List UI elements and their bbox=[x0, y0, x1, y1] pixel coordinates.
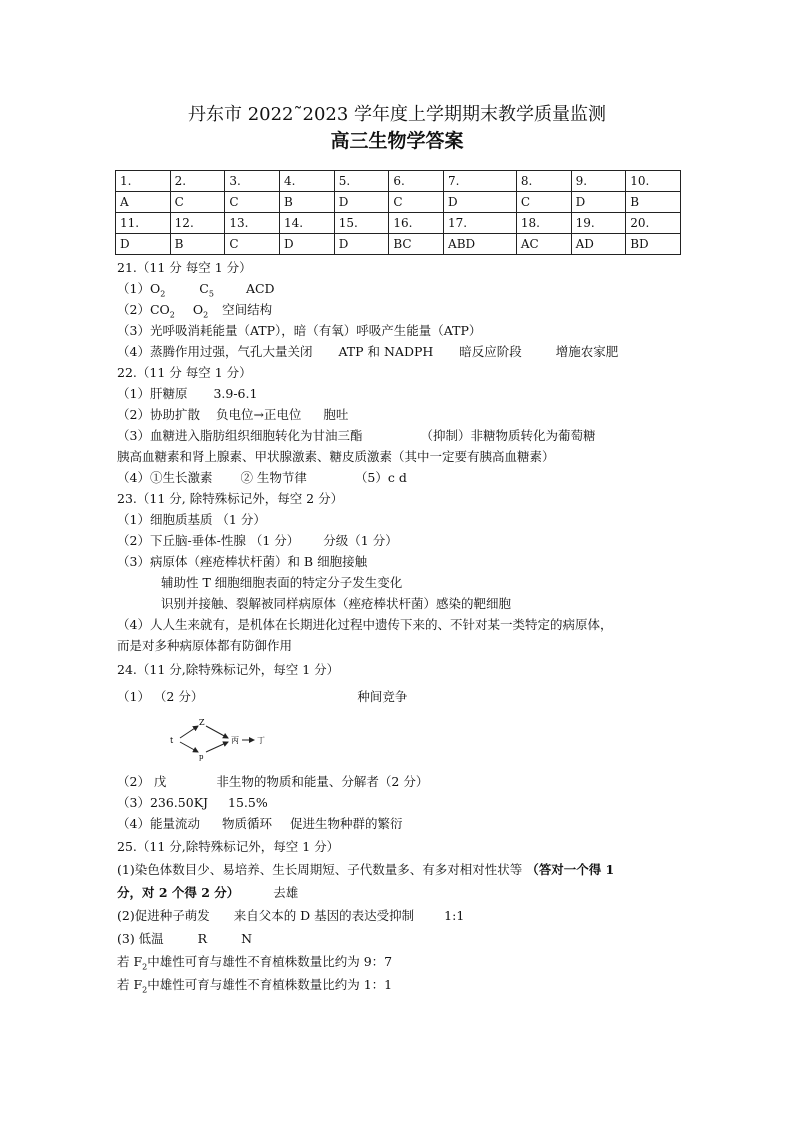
q22-l5b: ② 生物节律 bbox=[240, 470, 307, 485]
q22-l5c: （5）c d bbox=[354, 470, 407, 485]
arrow-a-to-c bbox=[206, 726, 228, 738]
q25-l5a: 若 F bbox=[117, 954, 143, 969]
q23-l2b: 分级（1 分） bbox=[323, 533, 398, 548]
q25-line5 bbox=[117, 952, 392, 972]
table-cell: 17. bbox=[444, 213, 517, 234]
q23-l2a: （2）下丘脑-垂体-性腺 （1 分） bbox=[117, 533, 300, 548]
table-cell: BD bbox=[626, 234, 681, 255]
q23-line7: 而是对多种病原体都有防御作用 bbox=[117, 638, 293, 653]
q25-l3a: (2)促进种子萌发 bbox=[117, 908, 210, 923]
q21-l4d: 增施农家肥 bbox=[555, 344, 619, 359]
table-cell: 5. bbox=[334, 171, 389, 192]
node-c: 丙 bbox=[231, 736, 239, 745]
q25-line4 bbox=[117, 929, 252, 947]
q24-l1a: （1） （2 分） bbox=[117, 689, 204, 704]
page-subtitle: 高三生物学答案 bbox=[330, 130, 464, 152]
q22-line2 bbox=[117, 405, 348, 423]
table-cell: D bbox=[280, 234, 335, 255]
q24-l4b: 物质循环 bbox=[221, 816, 272, 831]
q25-l6b: 中雄性可育与雄性不育植株数量比约为 1：1 bbox=[147, 977, 393, 992]
table-cell: B bbox=[280, 192, 335, 213]
arrow-b-to-a bbox=[180, 726, 198, 738]
q25-l4a: (3) 低温 bbox=[117, 931, 164, 946]
q25-l1b: （答对一个得 1 bbox=[526, 862, 615, 877]
table-cell: D bbox=[334, 192, 389, 213]
node-a: Z bbox=[199, 718, 205, 727]
q22-l2c: 胞吐 bbox=[323, 407, 349, 422]
table-cell: 10. bbox=[626, 171, 681, 192]
q23-line4: 辅助性 T 细胞细胞表面的特定分子发生变化 bbox=[161, 575, 403, 590]
q25-l1a: (1)染色体数目少、易培养、生长周期短、子代数量多、有多对相对性状等 bbox=[117, 862, 523, 877]
table-cell: 12. bbox=[170, 213, 225, 234]
table-cell: AC bbox=[516, 234, 571, 255]
table-cell: 1. bbox=[116, 171, 171, 192]
node-e: p bbox=[199, 753, 204, 761]
table-cell: 7. bbox=[444, 171, 517, 192]
q22-l2a: （2）协助扩散 bbox=[117, 407, 200, 422]
table-cell: AD bbox=[571, 234, 626, 255]
table-cell: 16. bbox=[389, 213, 444, 234]
table-cell: 2. bbox=[170, 171, 225, 192]
q21-l2b-sub: 2 bbox=[203, 310, 209, 320]
table-cell: 4. bbox=[280, 171, 335, 192]
q25-l2b: 去雄 bbox=[273, 885, 299, 900]
q25-l3c: 1:1 bbox=[444, 908, 465, 923]
q24-l3b: 15.5% bbox=[228, 795, 268, 810]
table-cell: 9. bbox=[571, 171, 626, 192]
table-cell: 11. bbox=[116, 213, 171, 234]
q21-l4a: （4）蒸腾作用过强，气孔大量关闭 bbox=[117, 344, 313, 359]
q24-l2b: 非生物的物质和能量、分解者（2 分） bbox=[216, 774, 429, 789]
q22-line1 bbox=[117, 384, 257, 402]
q21-heading: 21.（11 分 每空 1 分） bbox=[117, 260, 252, 275]
q24-l3a: （3）236.50KJ bbox=[117, 795, 209, 810]
q24-l4a: （4）能量流动 bbox=[117, 816, 200, 831]
q22-l3a: （3）血糖进入脂肪组织细胞转化为甘油三酯 bbox=[117, 428, 363, 443]
table-cell: 13. bbox=[225, 213, 280, 234]
table-cell: B bbox=[170, 234, 225, 255]
q25-l6-sub: 2 bbox=[142, 985, 148, 995]
table-cell: C bbox=[225, 234, 280, 255]
q21-line3: （3）光呼吸消耗能量（ATP），暗（有氧）呼吸产生能量（ATP） bbox=[117, 323, 482, 338]
q23-line3: （3）病原体（痤疮棒状杆菌）和 B 细胞接触 bbox=[117, 554, 368, 569]
q21-line1 bbox=[117, 279, 275, 299]
q24-line3 bbox=[117, 793, 268, 811]
arrow-b-to-e bbox=[180, 742, 198, 752]
answer-table bbox=[115, 170, 681, 255]
table-cell: 3. bbox=[225, 171, 280, 192]
q22-heading: 22.（11 分 每空 1 分） bbox=[117, 365, 252, 380]
q24-line4 bbox=[117, 814, 402, 832]
table-cell: 15. bbox=[334, 213, 389, 234]
q22-line5 bbox=[117, 468, 407, 486]
q24-line2 bbox=[117, 772, 428, 790]
table-row bbox=[116, 234, 681, 255]
table-cell: 19. bbox=[571, 213, 626, 234]
table-cell: C bbox=[225, 192, 280, 213]
q22-l2b: 负电位→正电位 bbox=[215, 407, 302, 422]
page-title: 丹东市 2022˜2023 学年度上学期期末教学质量监测 bbox=[187, 104, 607, 125]
q23-heading: 23.（11 分, 除特殊标记外，每空 2 分） bbox=[117, 491, 344, 506]
table-row bbox=[116, 192, 681, 213]
node-d: 丁 bbox=[257, 736, 265, 745]
q21-l1a-sub: 2 bbox=[160, 289, 166, 299]
table-cell: 14. bbox=[280, 213, 335, 234]
q24-l2a: （2） 戊 bbox=[117, 774, 167, 789]
q21-l4c: 暗反应阶段 bbox=[459, 344, 522, 359]
q21-line4 bbox=[117, 342, 618, 360]
q22-line4: 胰高血糖素和肾上腺素、甲状腺激素、糖皮质激素（其中一定要有胰高血糖素） bbox=[117, 449, 555, 464]
table-cell: B bbox=[626, 192, 681, 213]
q25-line1 bbox=[117, 860, 614, 878]
table-cell: 18. bbox=[516, 213, 571, 234]
q25-line2 bbox=[117, 883, 298, 901]
q24-l4c: 促进生物种群的繁衍 bbox=[289, 816, 403, 831]
table-cell: C bbox=[516, 192, 571, 213]
q21-l1b-sub: 5 bbox=[208, 289, 214, 299]
q25-l3b: 来自父本的 D 基因的表达受抑制 bbox=[233, 908, 415, 923]
q25-line3 bbox=[117, 906, 464, 924]
q21-l2a: （2）CO bbox=[117, 302, 170, 317]
table-cell: ABD bbox=[444, 234, 517, 255]
q21-l2b: O bbox=[192, 302, 204, 317]
table-cell: D bbox=[444, 192, 517, 213]
arrow-e-to-c bbox=[206, 742, 228, 752]
food-web-diagram bbox=[168, 714, 278, 764]
q25-line6 bbox=[117, 975, 392, 995]
q22-l5a: （4）①生长激素 bbox=[117, 470, 213, 485]
table-cell: BC bbox=[389, 234, 444, 255]
q24-heading: 24.（11 分,除特殊标记外，每空 1 分） bbox=[117, 662, 340, 677]
q22-line3 bbox=[117, 426, 595, 444]
q24-line1 bbox=[117, 687, 407, 705]
q23-line5: 识别并接触、裂解被同样病原体（痤疮棒状杆菌）感染的靶细胞 bbox=[161, 596, 512, 611]
q21-l2c: 空间结构 bbox=[222, 302, 273, 317]
table-cell: D bbox=[571, 192, 626, 213]
q21-l1c: ACD bbox=[245, 281, 275, 296]
q21-l1b: C bbox=[199, 281, 209, 296]
q22-l1a: （1）肝糖原 bbox=[117, 386, 188, 401]
table-cell: D bbox=[116, 234, 171, 255]
table-cell: 6. bbox=[389, 171, 444, 192]
q23-line6: （4）人人生来就有，是机体在长期进化过程中遗传下来的、不针对某一类特定的病原体， bbox=[117, 617, 613, 632]
q23-line1: （1）细胞质基质 （1 分） bbox=[117, 512, 266, 527]
table-cell: D bbox=[334, 234, 389, 255]
q25-l6a: 若 F bbox=[117, 977, 143, 992]
q21-l4b: ATP 和 NADPH bbox=[338, 344, 434, 359]
table-cell: 20. bbox=[626, 213, 681, 234]
q25-l4b: R bbox=[197, 931, 208, 946]
table-cell: A bbox=[116, 192, 171, 213]
q23-line2 bbox=[117, 531, 398, 549]
q24-l1b: 种间竞争 bbox=[357, 689, 408, 704]
table-cell: 8. bbox=[516, 171, 571, 192]
q25-l4c: N bbox=[241, 931, 253, 946]
q25-heading: 25.（11 分,除特殊标记外，每空 1 分） bbox=[117, 839, 340, 854]
q25-l2a: 分，对 2 个得 2 分） bbox=[117, 885, 240, 900]
node-b: t bbox=[170, 736, 174, 745]
q22-l3b: （抑制）非糖物质转化为葡萄糖 bbox=[420, 428, 596, 443]
table-cell: C bbox=[170, 192, 225, 213]
table-cell: C bbox=[389, 192, 444, 213]
q25-l5-sub: 2 bbox=[142, 962, 148, 972]
q21-l2a-sub: 2 bbox=[169, 310, 175, 320]
table-row bbox=[116, 213, 681, 234]
q25-l5b: 中雄性可育与雄性不育植株数量比约为 9：7 bbox=[147, 954, 393, 969]
q21-line2 bbox=[117, 300, 272, 320]
q22-l1b: 3.9-6.1 bbox=[213, 386, 258, 401]
q21-l1a: （1）O bbox=[117, 281, 161, 296]
table-row bbox=[116, 171, 681, 192]
